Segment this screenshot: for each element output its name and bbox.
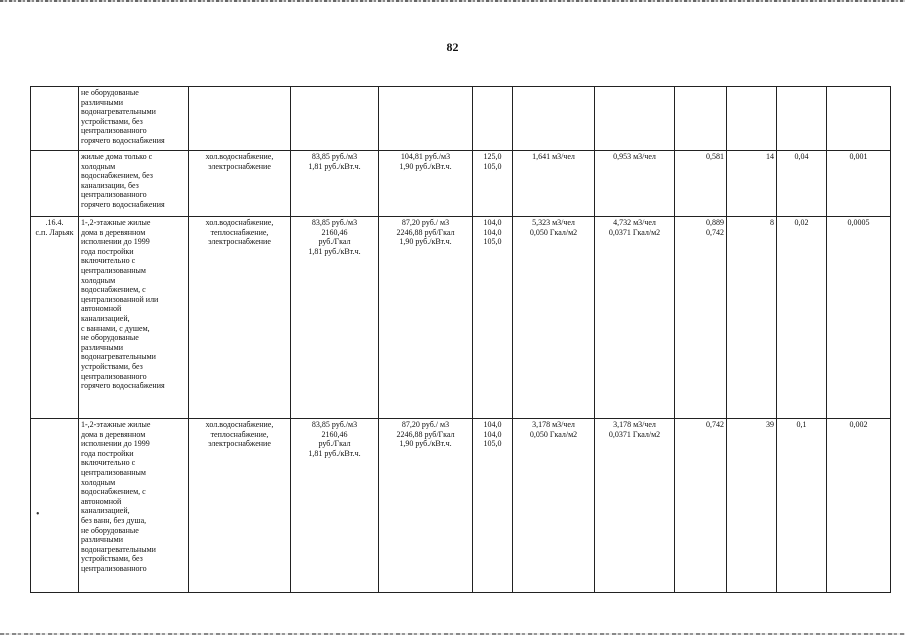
cell-norm-new: [595, 217, 675, 419]
cell-text: 0,0371 Гкал/м2: [608, 227, 661, 237]
cell-norm-old: [513, 419, 595, 593]
table-row: [31, 151, 891, 217]
cell-tariff-new: [379, 87, 473, 151]
cell-description: [79, 217, 189, 419]
cell-id: [31, 419, 79, 593]
cell-text: централизованной или: [81, 294, 159, 304]
cell-tariff-new: [379, 151, 473, 217]
cell-col11: [777, 87, 827, 151]
cell-text: не оборудованые: [81, 525, 139, 535]
cell-text: устройствами, без: [81, 554, 143, 564]
cell-text: 83,85 руб./м3: [311, 218, 358, 227]
cell-norm-new: [595, 151, 675, 217]
cell-text: горячего водоснабжения: [81, 135, 165, 145]
cell-text: хол.водоснабжение,: [205, 152, 274, 161]
cell-text: централизованного: [81, 190, 147, 200]
cell-text: различными: [81, 97, 124, 107]
cell-tariff-base: [291, 87, 379, 151]
cell-text: автономной: [81, 304, 122, 314]
cell-text: канализацией,: [81, 506, 130, 516]
cell-text: 0,050 Гкал/м2: [529, 227, 578, 237]
cell-text: централизованного: [81, 126, 147, 136]
cell-text: 83,85 руб./м3: [311, 420, 358, 429]
cell-text: без ванн, без душа,: [81, 515, 147, 525]
cell-text: дома в деревянном: [81, 227, 146, 237]
cell-text: 105,0: [483, 161, 502, 171]
cell-text: 104,0: [483, 218, 502, 227]
cell-percent: [473, 217, 513, 419]
cell-description: [79, 151, 189, 217]
cell-text: 1,90 руб./кВт.ч.: [399, 439, 452, 449]
cell-col12: [827, 87, 891, 151]
cell-text: хол.водоснабжение,: [205, 218, 274, 227]
cell-text: 104,0: [483, 227, 502, 237]
cell-text: 125,0: [483, 152, 502, 161]
cell-text: 0,002: [849, 420, 868, 429]
cell-text: 1,90 руб./кВт.ч.: [399, 161, 452, 171]
cell-text: 83,85 руб./м3: [311, 152, 358, 161]
cell-text: горячего водоснабжения: [81, 381, 165, 391]
table-row: [31, 87, 891, 151]
cell-text: электроснабжение: [208, 237, 271, 247]
cell-text: года постройки: [81, 448, 134, 458]
cell-description: [79, 419, 189, 593]
cell-norm-new: [595, 419, 675, 593]
cell-text: 3,178 м3/чел: [532, 420, 575, 429]
cell-text: устройствами, без: [81, 361, 143, 371]
cell-text: 5,323 м3/чел: [532, 218, 575, 227]
scan-edge-bottom: [0, 633, 905, 635]
cell-tariff-new: [379, 419, 473, 593]
cell-text: электроснабжение: [208, 439, 271, 449]
cell-text: автономной: [81, 496, 122, 506]
cell-services: [189, 217, 291, 419]
cell-text: 0,04: [794, 152, 809, 161]
cell-text: 39: [766, 420, 774, 429]
cell-text: 0,1: [796, 420, 807, 429]
cell-text: холодным: [81, 477, 116, 487]
cell-col11: [777, 151, 827, 217]
cell-text: исполнении до 1999: [81, 439, 150, 449]
cell-text: 4,732 м3/чел: [613, 218, 656, 227]
cell-text: централизованным: [81, 265, 146, 275]
cell-text: 2160,46: [321, 227, 348, 237]
cell-text: дома в деревянном: [81, 429, 146, 439]
cell-text: руб./Гкал: [318, 439, 351, 449]
cell-text: централизованного: [81, 563, 147, 573]
cell-text: канализации, без: [81, 180, 139, 190]
cell-count: [727, 419, 777, 593]
cell-text: 1,81 руб./кВт.ч.: [308, 246, 361, 256]
cell-percent: [473, 87, 513, 151]
cell-col12: [827, 217, 891, 419]
cell-text: 2246,88 руб/Гкал: [396, 429, 455, 439]
cell-text: 87,20 руб./ м3: [401, 218, 450, 227]
page-number: 82: [446, 40, 459, 54]
cell-text: централизованного: [81, 371, 147, 381]
cell-services: [189, 419, 291, 593]
cell-text: 0,742: [706, 227, 724, 237]
cell-text: 104,0: [483, 420, 502, 429]
cell-text: 0,742: [706, 420, 724, 429]
cell-tariff-base: [291, 151, 379, 217]
cell-tariff-base: [291, 217, 379, 419]
cell-text: 14: [766, 152, 774, 161]
table-row: [31, 217, 891, 419]
cell-text: канализацией,: [81, 313, 130, 323]
cell-services: [189, 151, 291, 217]
cell-text: 0,02: [794, 218, 809, 227]
cell-text: 0,0371 Гкал/м2: [608, 429, 661, 439]
cell-text: включительно с: [81, 458, 136, 468]
cell-text: централизованным: [81, 467, 146, 477]
cell-text: жилые дома только с: [81, 152, 153, 161]
cell-text: различными: [81, 342, 124, 352]
cell-count: [727, 87, 777, 151]
cell-text: 105,0: [483, 237, 502, 247]
cell-text: водонагревательными: [81, 544, 156, 554]
cell-text: 0,001: [849, 152, 868, 161]
cell-text: 1,81 руб./кВт.ч.: [308, 161, 361, 171]
cell-text: 2160,46: [321, 429, 348, 439]
cell-norm-old: [513, 217, 595, 419]
cell-text: 0,889: [706, 218, 724, 227]
cell-count: [727, 151, 777, 217]
cell-description: [79, 87, 189, 151]
cell-text: холодным: [81, 275, 116, 285]
table-row: [31, 419, 891, 593]
cell-text: устройствами, без: [81, 116, 143, 126]
cell-text: водонагревательными: [81, 107, 156, 117]
cell-col11: [777, 217, 827, 419]
cell-id: [31, 87, 79, 151]
cell-text: года постройки: [81, 246, 134, 256]
cell-ratio: [675, 87, 727, 151]
cell-norm-old: [513, 87, 595, 151]
cell-text: 1,81 руб./кВт.ч.: [308, 448, 361, 458]
cell-text: различными: [81, 535, 124, 545]
cell-text: горячего водоснабжения: [81, 199, 165, 209]
cell-col11: [777, 419, 827, 593]
cell-text: хол.водоснабжение,: [205, 420, 274, 429]
cell-text: 1-,2-этажные жилые: [81, 420, 151, 429]
cell-text: 87,20 руб./ м3: [401, 420, 450, 429]
cell-text: с.п. Ларьяк: [35, 227, 74, 237]
cell-text: 3,178 м3/чел: [613, 420, 656, 429]
scan-dot-mark: •: [36, 509, 40, 520]
cell-text: водоснабжением, без: [81, 171, 153, 181]
cell-text: не оборудованые: [81, 88, 139, 97]
cell-text: теплоснабжение,: [210, 429, 269, 439]
cell-text: 0,581: [706, 152, 724, 161]
cell-text: 104,0: [483, 429, 502, 439]
cell-text: 8: [770, 218, 774, 227]
cell-text: холодным: [81, 161, 116, 171]
cell-text: 1,90 руб./кВт.ч.: [399, 237, 452, 247]
cell-text: 104,81 руб./м3: [400, 152, 451, 161]
cell-text: с ваннами, с душем,: [81, 323, 150, 333]
cell-text: исполнении до 1999: [81, 237, 150, 247]
scan-edge-top: [0, 0, 905, 2]
tariff-table: [30, 86, 891, 593]
cell-ratio: [675, 419, 727, 593]
cell-text: водоснабжением, с: [81, 487, 146, 497]
cell-services: [189, 87, 291, 151]
cell-tariff-base: [291, 419, 379, 593]
cell-percent: [473, 419, 513, 593]
cell-text: 1,641 м3/чел: [532, 152, 575, 161]
cell-text: .16.4.: [45, 218, 64, 227]
cell-text: водонагревательными: [81, 352, 156, 362]
cell-text: 2246,88 руб/Гкал: [396, 227, 455, 237]
cell-text: руб./Гкал: [318, 237, 351, 247]
cell-text: 0,0005: [847, 218, 870, 227]
cell-text: водоснабжением, с: [81, 285, 146, 295]
cell-text: теплоснабжение,: [210, 227, 269, 237]
cell-text: 0,050 Гкал/м2: [529, 429, 578, 439]
cell-count: [727, 217, 777, 419]
cell-tariff-new: [379, 217, 473, 419]
cell-text: включительно с: [81, 256, 136, 266]
cell-text: 1-,2-этажные жилые: [81, 218, 151, 227]
cell-col12: [827, 419, 891, 593]
cell-id: [31, 151, 79, 217]
cell-ratio: [675, 217, 727, 419]
cell-norm-new: [595, 87, 675, 151]
cell-text: 105,0: [483, 439, 502, 449]
cell-col12: [827, 151, 891, 217]
cell-ratio: [675, 151, 727, 217]
cell-text: 0,953 м3/чел: [613, 152, 656, 161]
cell-text: не оборудованые: [81, 333, 139, 343]
cell-id: [31, 217, 79, 419]
cell-percent: [473, 151, 513, 217]
cell-text: электроснабжение: [208, 161, 271, 171]
cell-norm-old: [513, 151, 595, 217]
